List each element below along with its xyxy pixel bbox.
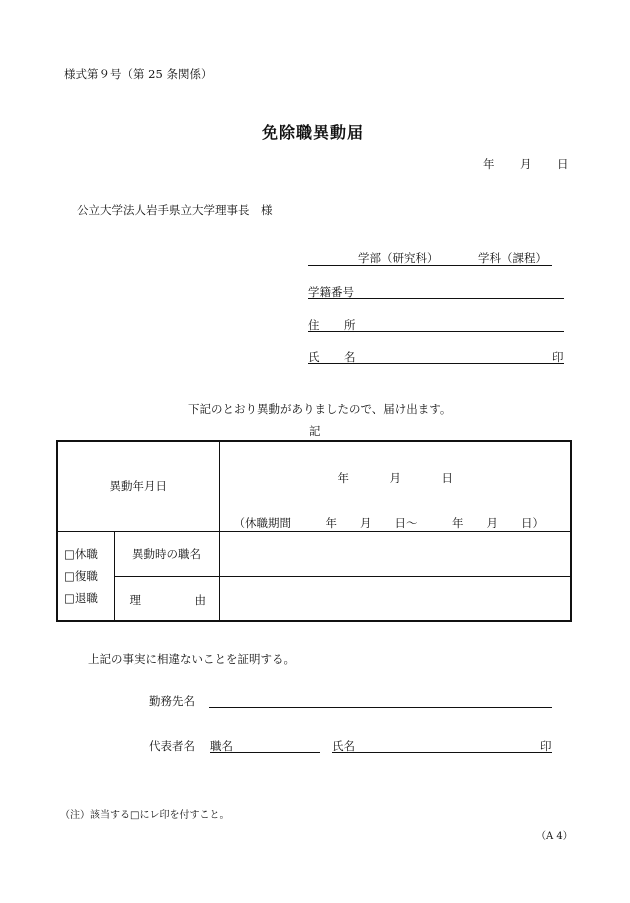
name-label-2: 名	[344, 350, 356, 364]
rep-title-field[interactable]	[210, 752, 320, 753]
change-table	[56, 440, 572, 622]
rep-name-label: 氏名	[332, 739, 355, 753]
address-field[interactable]	[308, 331, 564, 332]
form-number: 様式第９号（第 25 条関係）	[64, 67, 213, 81]
reason-value-cell[interactable]	[219, 576, 571, 621]
workplace-field[interactable]	[209, 707, 552, 708]
workplace-label: 勤務先名	[149, 694, 195, 708]
name-label-1: 氏	[308, 350, 320, 364]
address-label-1: 住	[308, 318, 320, 332]
change-date-row	[57, 441, 571, 531]
position-row	[57, 531, 571, 576]
change-date-label-cell	[57, 441, 219, 531]
date-year: 年	[337, 471, 349, 485]
change-date-label: 異動年月日	[109, 479, 167, 494]
option-leave[interactable]: □休職	[64, 546, 98, 561]
change-date-cell[interactable]	[219, 441, 571, 531]
student-id-label: 学籍番号	[308, 285, 354, 299]
date-month-label: 月	[520, 157, 532, 171]
page-title: 免除職異動届	[262, 123, 365, 142]
date-day: 日	[441, 471, 453, 485]
ki-label: 記	[309, 424, 321, 438]
reason-label-2: 由	[194, 592, 206, 607]
paper-size: （A 4）	[536, 831, 573, 842]
option-retire[interactable]: □退職	[64, 590, 98, 605]
faculty-label: 学部（研究科）	[358, 251, 439, 265]
faculty-field[interactable]	[308, 265, 552, 266]
certification-statement: 上記の事実に相違ないことを証明する。	[88, 652, 295, 666]
rep-name-field[interactable]	[332, 752, 552, 753]
reason-row	[57, 576, 571, 621]
reason-label-1: 理	[129, 592, 141, 607]
footer-note: （注）該当する□にレ印を付すこと。	[60, 810, 230, 821]
date-day-label: 日	[557, 157, 569, 171]
addressee: 公立大学法人岩手県立大学理事長 様	[77, 203, 273, 217]
rep-title-label: 職名	[210, 739, 233, 753]
reason-label-cell	[114, 576, 219, 621]
name-field[interactable]	[308, 363, 564, 364]
address-label-2: 所	[344, 318, 356, 332]
intro-text: 下記のとおり異動がありましたので、届け出ます。	[188, 402, 452, 416]
department-label: 学科（課程）	[478, 251, 547, 265]
representative-label: 代表者名	[149, 739, 195, 753]
date-year-label: 年	[483, 157, 495, 171]
position-label: 異動時の職名	[132, 546, 201, 561]
leave-period: （休職期間 年 月 日～ 年 月 日）	[233, 516, 544, 530]
applicant-seal: 印	[552, 350, 564, 364]
rep-seal: 印	[540, 739, 552, 753]
date-month: 月	[389, 471, 401, 485]
status-options-cell	[57, 531, 114, 621]
student-id-field[interactable]	[308, 298, 564, 299]
option-return[interactable]: □復職	[64, 568, 98, 583]
position-label-cell	[114, 531, 219, 576]
position-value-cell[interactable]	[219, 531, 571, 576]
